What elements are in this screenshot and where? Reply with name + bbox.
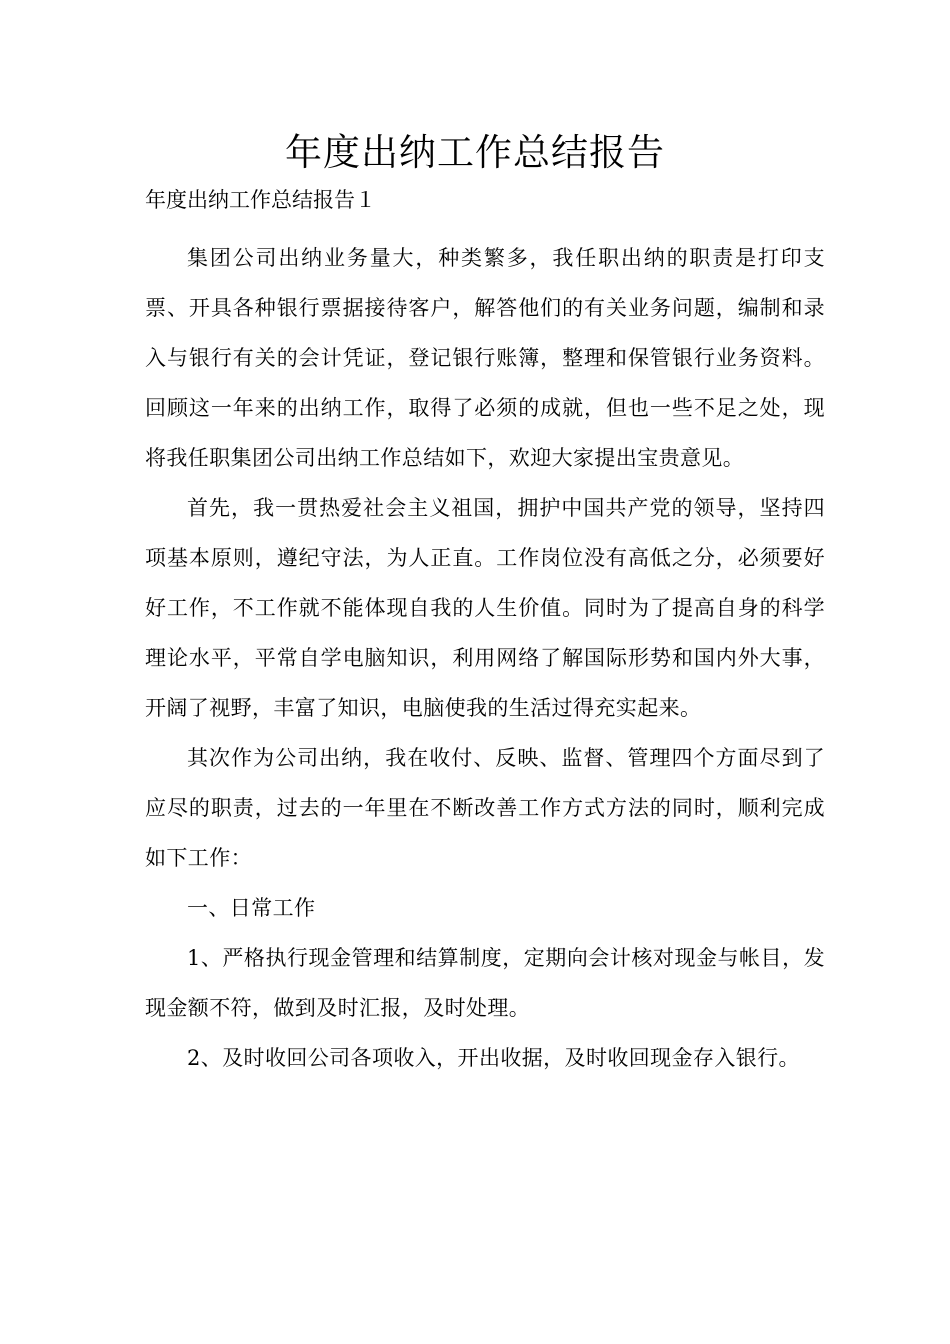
section-heading-daily-work: 一、日常工作 <box>187 896 316 920</box>
list-item-2: 2、及时收回公司各项收入，开出收据，及时收回现金存入银行。 <box>187 1046 800 1070</box>
list-item-1: 1、严格执行现金管理和结算制度，定期向会计核对现金与帐目，发现金额不符，做到及时汇报，及时处理。 <box>145 946 825 1020</box>
paragraph-second: 其次作为公司出纳，我在收付、反映、监督、管理四个方面尽到了应尽的职责，过去的一年里在不断改善工作方式方法的同时，顺利完成如下工作： <box>145 746 825 870</box>
document-title: 年度出纳工作总结报告 <box>285 131 665 174</box>
paragraph-intro: 集团公司出纳业务量大，种类繁多，我任职出纳的职责是打印支票、开具各种银行票据接待客户，解答他们的有关业务问题，编制和录入与银行有关的会计凭证，登记银行账簿，整理和保管银行业务资料。回顾这一年来的出纳工作，取得了必须的成就，但也一些不足之处，现将我任职集团公司出纳工作总结如下，欢迎大家提出宝贵意见。 <box>145 246 825 470</box>
paragraph-first: 首先，我一贯热爱社会主义祖国，拥护中国共产党的领导，坚持四项基本原则，遵纪守法，为人正直。工作岗位没有高低之分，必须要好好工作，不工作就不能体现自我的人生价值。同时为了提高自身的科学理论水平，平常自学电脑知识，利用网络了解国际形势和国内外大事，开阔了视野，丰富了知识，电脑使我的生活过得充实起来。 <box>145 496 825 720</box>
document-subtitle: 年度出纳工作总结报告１ <box>145 188 376 212</box>
document-body <box>145 233 825 1083</box>
